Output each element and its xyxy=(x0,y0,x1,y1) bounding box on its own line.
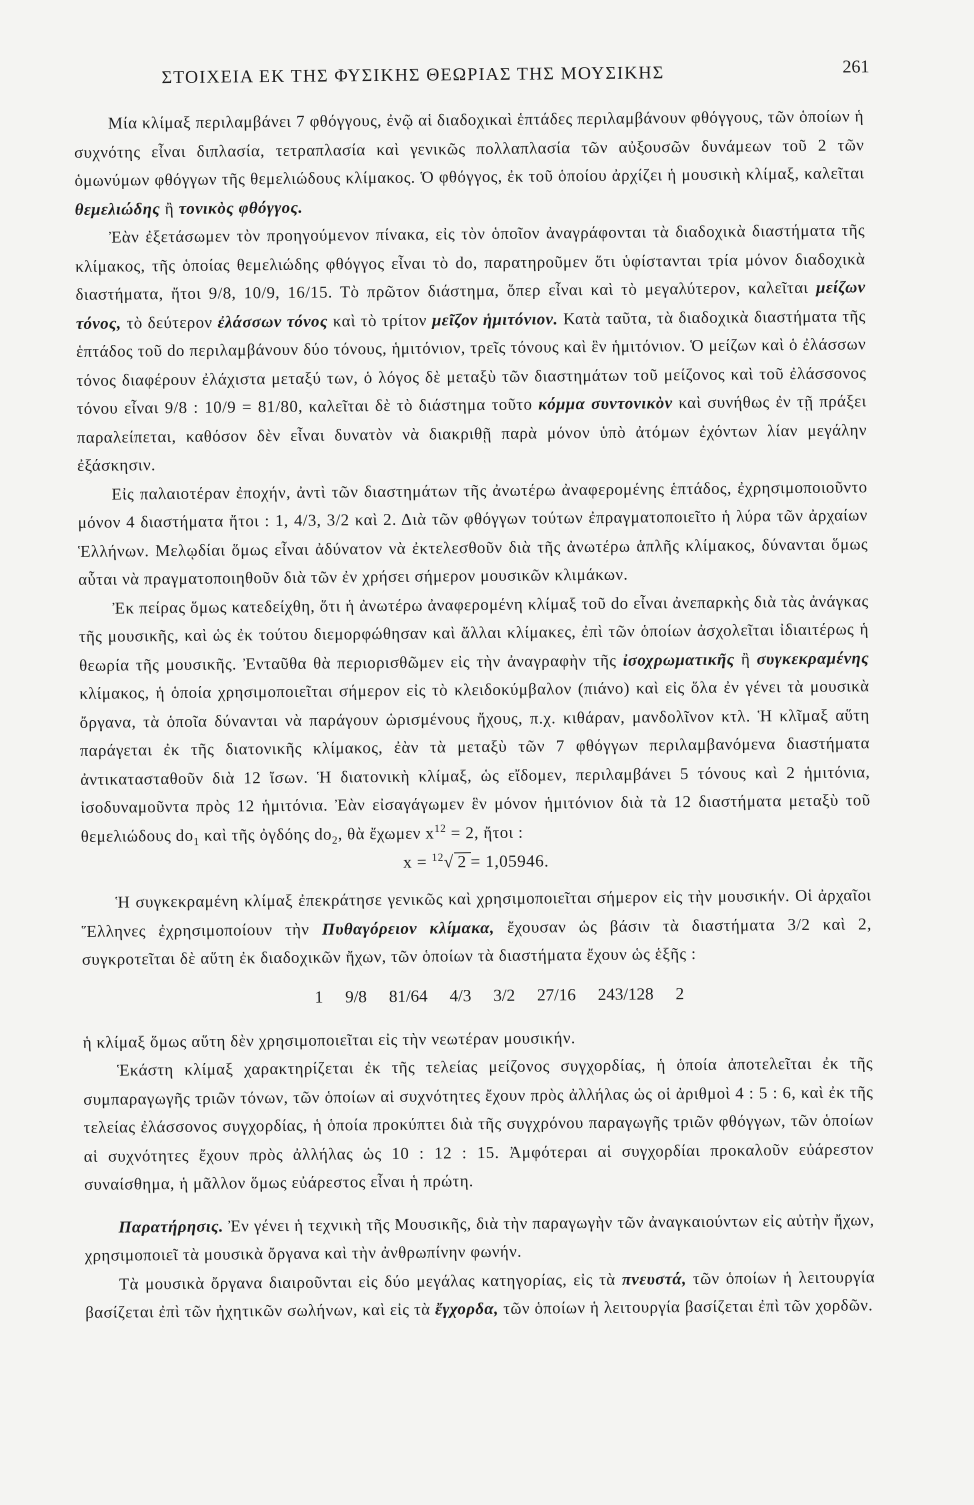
do-subscript-1: 1 xyxy=(193,835,200,848)
paragraph-3 xyxy=(77,473,868,595)
radical-sign: √ xyxy=(443,852,454,872)
p4-text-c: κλίμακος, ἡ ὁποία χρησιμοποιεῖται σήμερον εἰς τὸ κλειδοκύμβαλον (πιάνο) καὶ εἰς ὅλα ἐν γένει τὰ μουσικὰ ὄργανα, τὰ ὁποῖα δύνανται νὰ παράγουν ὡρισμένους ἤχους, π.χ. κιθάραν, μανδολῖνον κτλ. Ἡ κλῖμαξ αὕτη παράγεται ἐκ τῆς διατονικῆς κλίμακος, ἐὰν τὰ μεταξὺ τῶν 7 φθόγγων περιλαμβανόμενα διαστήματα ἀντικατασταθοῦν διὰ 12 ἴσων. Ἡ διατονικὴ κλίμαξ, ὡς εἴδομεν, περιλαμβάνει 5 τόνους καὶ 2 ἡμιτόνια, ἰσοδυναμοῦντα πρὸς 12 ἡμιτόνια. Ἐὰν εἰσαγάγωμεν ἓν μόνον ἡμιτόνιον διὰ τὰ 12 διαστήματα μεταξὺ τοῦ θεμελιώδους do xyxy=(79,676,871,846)
p1-text-b: ἢ xyxy=(160,198,179,218)
p1-text-a: Μία κλίμαξ περιλαμβάνει 7 φθόγγους, ἐνῷ αἱ διαδοχικαὶ ἑπτάδες περιλαμβάνουν φθόγγους, τῶν ὁποίων ἡ συχνότης εἶναι διπλασία, τετραπλασία καὶ γενικῶς πολλαπλασία τῶν αὐξουσῶν δυνάμεων τοῦ 2 τῶν ὁμωνύμων φθόγγων τῆς θεμελιώδους κλίμακος. Ὁ φθόγγος, ἐκ τοῦ ὁποίου ἀρχίζει ἡ μουσικὴ κλίμαξ, καλεῖται xyxy=(74,106,865,190)
p9-text-b: τῶν ὁποίων ἡ λειτουργία βασίζεται ἐπὶ τῶν ἠχητικῶν σωλήνων, καὶ εἰς τὰ xyxy=(85,1266,876,1322)
p8-text: Ἐν γένει ἡ τεχνικὴ τῆς Μουσικῆς, διὰ τὴν παραγωγὴν τῶν ἀναγκαιούντων εἰς αὐτὴν ἤχων, χρησιμοποιεῖ τὰ μουσικὰ ὄργανα καὶ τὴν ἀνθρωπίνην φωνήν. xyxy=(84,1209,875,1265)
ratio-item: 4/3 xyxy=(449,985,472,1005)
remark-label: Παρατήρησις. xyxy=(118,1216,224,1237)
ratio-item: 9/8 xyxy=(345,986,367,1006)
ratio-item: 27/16 xyxy=(536,984,576,1005)
term-fundamental: θεμελιώδης xyxy=(74,198,161,219)
p5-text-a: Ἡ συγκεκραμένη κλίμαξ ἐπεκράτησε γενικῶς καὶ χρησιμοποιεῖται σήμερον εἰς τὴν μουσικήν. Οἱ ἀρχαῖοι Ἕλληνες ἐχρησιμοποίουν τὴν xyxy=(81,885,872,941)
p2-text-b: τὸ δεύτερον xyxy=(121,312,218,332)
p2-text-d: Κατὰ ταῦτα, τὰ διαδοχικὰ διαστήματα τῆς ἑπτάδος τοῦ do περιλαμβάνουν δύο τόνους, ἡμιτόνιον, τρεῖς τόνους καὶ ἓν ἡμιτόνιον. Ὁ μείζων καὶ ὁ ἐλάσσων τόνος διαφέρουν ἐλάχιστα μεταξύ των, ὁ λόγος δὲ μεταξὺ τῶν διαστημάτων τοῦ μείζονος καὶ τοῦ ἐλάσσονος τόνου εἶναι 9/8 : 10/9 = 81/80, καλεῖται δὲ τὸ διάστημα τοῦτο xyxy=(76,305,867,418)
p4-text-d: καὶ τῆς ὀγδόης do xyxy=(199,823,333,845)
term-isochromatic: ἰσοχρωματικῆς xyxy=(622,649,735,670)
term-major-tone: μείζων τόνος, xyxy=(75,277,866,333)
do-subscript-2: 2 xyxy=(331,834,339,847)
p2-text-a: Ἐὰν ἐξετάσωμεν τὸν προηγούμενον πίνακα, εἰς τὸν ὁποῖον ἀναγράφονται τὰ διαδοχικὰ διαστήματα τῆς κλίμακος, τῆς ὁποίας θεμελιώδης φθόγγος εἶναι τὸ do, παρατηροῦμεν ὅτι ὑφίστανται τρία μόνον διαδοχικὰ διαστήματα, ἤτοι 9/8, 10/9, 16/15. Τὸ πρῶτον διάστημα, ὅπερ εἶναι καὶ τὸ μεγαλύτερον, καλεῖται xyxy=(75,220,866,304)
page-header xyxy=(73,54,870,102)
formula-rhs: = 1,05946. xyxy=(470,851,550,872)
term-tonic-note: τονικὸς φθόγγος. xyxy=(178,197,304,218)
pythagorean-ratios xyxy=(126,977,872,1014)
paragraph-4 xyxy=(78,587,870,851)
p5-text-b: ἔχουσαν ὡς βάσιν τὰ διαστήματα 3/2 καὶ 2, συγκροτεῖται δὲ αὕτη ἐκ διαδοχικῶν ἤχων, τῶν ὁποίων τὰ διαστήματα ἔχουν ὡς ἑξῆς : xyxy=(81,913,872,969)
p4-text-f: = 2, ἤτοι : xyxy=(446,822,524,842)
p4-text-e: , θὰ ἔχωμεν x xyxy=(337,823,435,843)
ratio-item: 1 xyxy=(314,987,324,1007)
ratio-item: 2 xyxy=(675,983,685,1003)
paragraph-2 xyxy=(75,216,867,480)
paragraph-1 xyxy=(74,102,865,224)
term-tempered: συγκεκραμένης xyxy=(756,647,870,668)
radicand: 2 xyxy=(454,852,471,871)
ratio-item: 81/64 xyxy=(388,986,428,1006)
paragraph-5 xyxy=(81,881,872,974)
term-wind-instruments: πνευστά, xyxy=(621,1268,687,1289)
p9-text-a: Τὰ μουσικὰ ὄργανα διαιροῦνται εἰς δύο μεγάλας κατηγορίας, εἰς τὰ xyxy=(119,1269,623,1294)
p2-text-c: καὶ τὸ τρίτον xyxy=(327,310,433,331)
p4-text-a: Ἐκ πείρας ὅμως κατεδείχθη, ὅτι ἡ ἀνωτέρω ἀναφερομένη κλίμαξ τοῦ do εἶναι ἀνεπαρκὴς διὰ τὰς ἀνάγκας τῆς μουσικῆς, καὶ ὡς ἐκ τούτου διεμορφώθησαν καὶ ἄλλαι κλίμακες, ἐπὶ τῶν ὁποίων ἀσχολεῖται ἰδιαιτέρως ἡ θεωρία τῆς μουσικῆς. Ἐνταῦθα θὰ περιορισθῶμεν εἰς τὴν ἀναγραφὴν τῆς xyxy=(78,590,869,675)
term-syntonic-comma: κόμμα συντονικὸν xyxy=(538,393,673,414)
ratio-item: 3/2 xyxy=(493,985,516,1005)
paragraph-7 xyxy=(83,1049,874,1199)
formula-lhs: x = xyxy=(403,852,432,872)
term-major-semitone: μεῖζον ἡμιτόνιον. xyxy=(431,308,559,330)
page-number: 261 xyxy=(842,56,870,77)
running-title: ΣΤΟΙΧΕΙΑ ΕΚ ΤΗΣ ΦΥΣΙΚΗΣ ΘΕΩΡΙΑΣ ΤΗΣ ΜΟΥΣΙΚΗΣ xyxy=(161,62,665,88)
p4-text-b: ἢ xyxy=(734,648,757,669)
p9-text-c: τῶν ὁποίων ἡ λειτουργία βασίζεται ἐπὶ τῶν χορδῶν. xyxy=(498,1295,874,1318)
paragraph-8 xyxy=(84,1206,875,1271)
p3-text: Εἰς παλαιοτέραν ἐποχήν, ἀντὶ τῶν διαστημάτων τῆς ἀνωτέρω ἀναφερομένης ἑπτάδος, ἐχρησιμοποιοῦντο μόνον 4 διαστήματα ἤτοι : 1, 4/3, 3/2 καὶ 2. Διὰ τῶν φθόγγων τούτων ἐπραγματοποιεῖτο ἡ λύρα τῶν ἀρχαίων Ἑλλήνων. Μελῳδίαι ὅμως εἶναι ἀδύνατον νὰ ἐκτελεσθοῦν διὰ τῆς ἀνωτέρω ἁπλῆς κλίμακος, δύνανται ὅμως αὗται νὰ πραγματοποιηθοῦν διὰ τῶν ἐν χρήσει σήμερον μουσικῶν κλιμάκων. xyxy=(77,476,869,589)
ratio-item: 243/128 xyxy=(597,983,654,1004)
term-string-instruments: ἔγχορδα, xyxy=(434,1298,499,1319)
term-pythagorean-scale: Πυθαγόρειον κλίμακα, xyxy=(321,917,495,939)
term-minor-tone: ἐλάσσων τόνος xyxy=(217,311,328,332)
paragraph-9 xyxy=(85,1263,876,1328)
x-exponent: 12 xyxy=(434,822,447,835)
p7-text: Ἑκάστη κλίμαξ χαρακτηρίζεται ἐκ τῆς τελείας μείζονος συγχορδίας, ἡ ὁποία ἀποτελεῖται ἐκ τῆς συμπαραγωγῆς τριῶν τόνων, τῶν ὁποίων αἱ συχνότητες ἔχουν πρὸς ἀλλήλας ὡς οἱ ἀριθμοὶ 4 : 5 : 6, καὶ ἐκ τῆς τελείας ἐλάσσονος συγχορδίας, ἡ ὁποία προκύπτει διὰ τῆς συγχρόνου παραγωγῆς τριῶν φθόγγων, τῶν ὁποίων αἱ συχνότητες ἔχουν πρὸς ἀλλήλας ὡς 10 : 12 : 15. Ἀμφότεραι αἱ συγχορδίαι προκαλοῦν εὐάρεστον συναίσθημα, ἡ μᾶλλον ὅμως εὐάρεστος εἶναι ἡ πρώτη. xyxy=(83,1053,874,1194)
p6-text: ἡ κλίμαξ ὅμως αὕτη δὲν χρησιμοποιεῖται εἰς τὴν νεωτέραν μουσικήν. xyxy=(82,1027,576,1052)
p2-text-e: καὶ συνήθως ἐν τῇ πράξει παραλείπεται, καθόσον δὲν εἶναι δυνατὸν νὰ διακριθῇ παρὰ μόνον ὑπὸ ἀτόμων ἐχόντων λίαν μεγάλην ἐξάσκησιν. xyxy=(76,391,868,475)
root-index: 12 xyxy=(431,851,444,864)
